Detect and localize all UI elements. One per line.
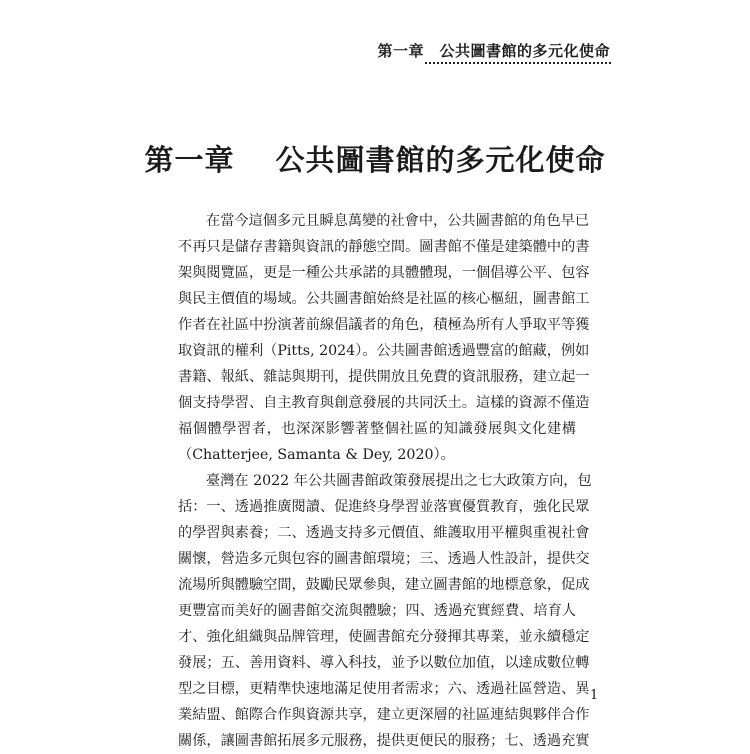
text-line: 括：一、透過推廣閱讀、促進終身學習並落實優質教育，強化民眾 [178,499,590,515]
chapter-title: 第一章 公共圖書館的多元化使命 [144,143,606,177]
header-dotted-rule [425,62,611,64]
text-line: 才、強化組織與品牌管理，使圖書館充分發揮其專業，並永續穩定 [178,629,590,645]
text-line: （Chatterjee, Samanta & Dey, 2020）。 [178,447,455,463]
text-line: 與民主價值的場域。公共圖書館始終是社區的核心樞紐，圖書館工 [178,291,590,307]
page-number: 1 [590,688,599,703]
text-line: 取資訊的權利（Pitts, 2024）。公共圖書館透過豐富的館藏，例如 [178,343,590,359]
text-line: 不再只是儲存書籍與資訊的靜態空間。圖書館不僅是建築體中的書 [178,239,590,255]
running-header: 第一章 公共圖書館的多元化使命 [377,42,610,60]
text-line: 關懷，營造多元與包容的圖書館環境；三、透過人性設計，提供交 [178,551,590,567]
text-line: 臺灣在 2022 年公共圖書館政策發展提出之七大政策方向，包 [206,473,592,489]
text-line: 作者在社區中扮演著前線倡議者的角色，積極為所有人爭取平等獲 [178,317,590,333]
body-text [178,208,592,754]
text-line: 更豐富而美好的圖書館交流與體驗；四、透過充實經費、培育人 [178,603,576,619]
text-line: 業結盟、館際合作與資源共享，建立更深層的社區連結與夥伴合作 [178,707,590,723]
text-line: 書籍、報紙、雜誌與期刊，提供開放且免費的資訊服務，建立起一 [178,369,590,385]
text-line: 個支持學習、自主教育與創意發展的共同沃土。這樣的資源不僅造 [178,395,590,411]
text-line: 型之目標，更精準快速地滿足使用者需求；六、透過社區營造、異 [178,681,590,697]
text-line: 在當今這個多元且瞬息萬變的社會中，公共圖書館的角色早已 [206,213,590,229]
text-line: 福個體學習者，也深深影響著整個社區的知識發展與文化建構 [178,421,576,437]
text-line: 發展；五、善用資料、導入科技，並予以數位加值，以達成數位轉 [178,655,590,671]
text-line: 流場所與體驗空間，鼓勵民眾參與，建立圖書館的地標意象，促成 [178,577,590,593]
text-line: 關係，讓圖書館拓展多元服務，提供更便民的服務；七、透過充實 [178,733,590,749]
text-line: 架與閱覽區，更是一種公共承諾的具體體現，一個倡導公平、包容 [178,265,590,281]
text-line: 的學習與素養；二、透過支持多元價值、維護取用平權與重視社會 [178,525,590,541]
